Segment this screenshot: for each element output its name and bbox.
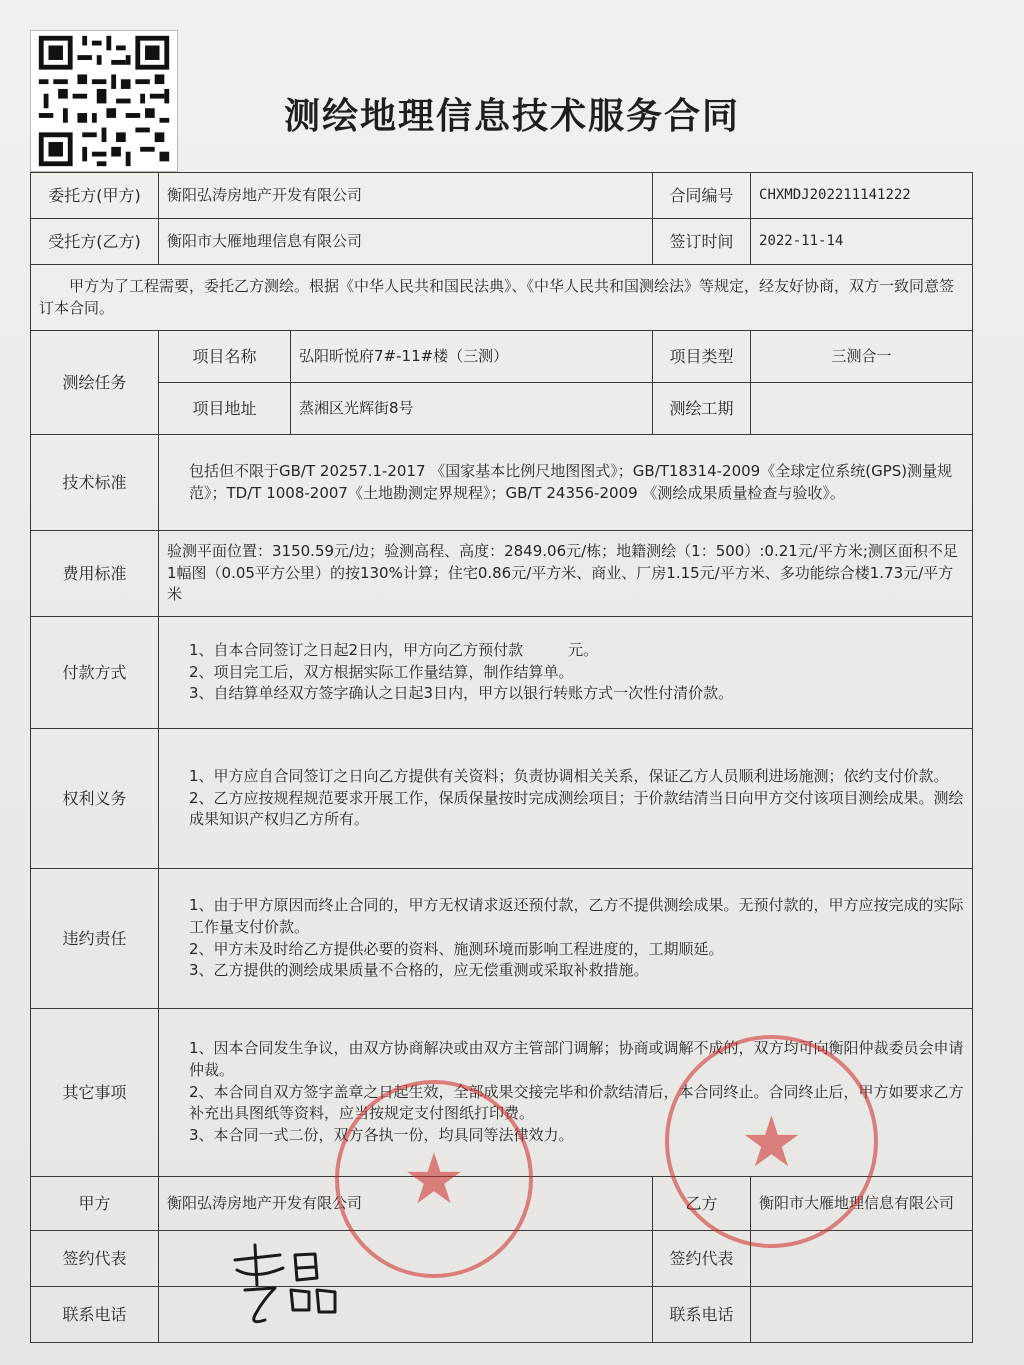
fee-text: 验测平面位置：3150.59元/边；验测高程、高度：2849.06元/栋；地籍测绘（1：500）:0.21元/平方米;测区面积不足1幅图（0.05平方公里）的按130%计算；住宅0.86元/平方米、商业、厂房1.15元/平方米、多功能综合楼1.73元/平方米 bbox=[159, 531, 973, 617]
seal-star-icon: ★ bbox=[740, 1100, 803, 1183]
table-row bbox=[31, 383, 973, 435]
table-row bbox=[31, 1287, 973, 1343]
list-item: 1、自本合同签订之日起2日内，甲方向乙方预付款 元。 bbox=[189, 640, 599, 659]
table-row bbox=[31, 617, 973, 729]
table-row bbox=[31, 219, 973, 265]
sign-a-label: 甲方 bbox=[31, 1177, 159, 1231]
breach-label: 违约责任 bbox=[31, 869, 159, 1009]
table-row bbox=[31, 265, 973, 331]
other-label: 其它事项 bbox=[31, 1009, 159, 1177]
contract-no-label: 合同编号 bbox=[653, 173, 751, 219]
list-item: 1、甲方应自合同签订之日向乙方提供有关资料；负责协调相关关系，保证乙方人员顺利进场施测；依约支付价款。 bbox=[189, 766, 949, 785]
list-item: 3、本合同一式二份，双方各执一份，均具同等法律效力。 bbox=[189, 1126, 574, 1145]
rights-label: 权利义务 bbox=[31, 729, 159, 869]
contract-no-value: CHXMDJ202211141222 bbox=[751, 173, 973, 219]
party-a-value: 衡阳弘涛房地产开发有限公司 bbox=[159, 173, 653, 219]
rep-a-label: 签约代表 bbox=[31, 1231, 159, 1287]
sign-b-label: 乙方 bbox=[653, 1177, 751, 1231]
phone-a-label: 联系电话 bbox=[31, 1287, 159, 1343]
table-row bbox=[31, 531, 973, 617]
other-list bbox=[159, 1009, 973, 1177]
party-b-value: 衡阳市大雁地理信息有限公司 bbox=[159, 219, 653, 265]
phone-b-label: 联系电话 bbox=[653, 1287, 751, 1343]
list-item: 2、甲方未及时给乙方提供必要的资料、施测环境而影响工程进度的，工期顺延。 bbox=[189, 939, 724, 958]
signature-image bbox=[225, 1240, 355, 1330]
project-addr-value: 蒸湘区光辉街8号 bbox=[291, 383, 653, 435]
sign-date-label: 签订时间 bbox=[653, 219, 751, 265]
breach-list bbox=[159, 869, 973, 1009]
contract-table bbox=[30, 172, 973, 1343]
sign-date-value: 2022-11-14 bbox=[751, 219, 973, 265]
list-item: 3、自结算单经双方签字确认之日起3日内，甲方以银行转账方式一次性付清价款。 bbox=[189, 684, 734, 703]
table-row bbox=[31, 869, 973, 1009]
seal-star-icon: ★ bbox=[402, 1138, 466, 1220]
list-item: 1、因本合同发生争议，由双方协商解决或由双方主管部门调解；协商或调解不成的，双方均可向衡阳仲裁委员会申请仲裁。 bbox=[189, 1039, 964, 1079]
project-period-value bbox=[751, 383, 973, 435]
project-name-value: 弘阳昕悦府7#-11#楼（三测） bbox=[291, 331, 653, 383]
project-type-label: 项目类型 bbox=[653, 331, 751, 383]
list-item: 1、由于甲方原因而终止合同的，甲方无权请求返还预付款，乙方不提供测绘成果。无预付款的，甲方应按完成的实际工作量支付价款。 bbox=[189, 896, 964, 936]
project-period-label: 测绘工期 bbox=[653, 383, 751, 435]
table-row bbox=[31, 435, 973, 531]
document-title: 测绘地理信息技术服务合同 bbox=[283, 96, 740, 137]
project-name-label: 项目名称 bbox=[159, 331, 291, 383]
payment-list bbox=[159, 617, 973, 729]
table-row bbox=[31, 1177, 973, 1231]
sign-b-value: 衡阳市大雁地理信息有限公司 bbox=[751, 1177, 973, 1231]
payment-label: 付款方式 bbox=[31, 617, 159, 729]
project-type-value: 三测合一 bbox=[751, 331, 973, 383]
fee-label: 费用标准 bbox=[31, 531, 159, 617]
list-item: 2、项目完工后，双方根据实际工作量结算，制作结算单。 bbox=[189, 662, 574, 681]
tech-label: 技术标准 bbox=[31, 435, 159, 531]
table-row bbox=[31, 173, 973, 219]
project-addr-label: 项目地址 bbox=[159, 383, 291, 435]
rep-b-value bbox=[751, 1231, 973, 1287]
list-item: 3、乙方提供的测绘成果质量不合格的，应无偿重测或采取补救措施。 bbox=[189, 961, 649, 980]
table-row bbox=[31, 1231, 973, 1287]
rights-list bbox=[159, 729, 973, 869]
phone-b-value bbox=[751, 1287, 973, 1343]
list-item: 2、乙方应按规程规范要求开展工作，保质保量按时完成测绘项目；于价款结清当日向甲方交付该项目测绘成果。测绘成果知识产权归乙方所有。 bbox=[189, 788, 964, 829]
rep-b-label: 签约代表 bbox=[653, 1231, 751, 1287]
table-row bbox=[31, 729, 973, 869]
table-row bbox=[31, 1009, 973, 1177]
list-item: 2、本合同自双方签字盖章之日起生效，全部成果交接完毕和价款结清后，本合同终止。合同终止后，甲方如要求乙方补充出具图纸等资料，应当按规定支付图纸打印费。 bbox=[189, 1082, 964, 1123]
table-row bbox=[31, 331, 973, 383]
tech-text: 包括但不限于GB/T 20257.1-2017 《国家基本比例尺地图图式》；GB/T18314-2009《全球定位系统(GPS)测量规范》；TD/T 1008-2007《土地勘测定界规程》；GB/T 24356-2009 《测绘成果质量检查与验收》。 bbox=[159, 435, 973, 531]
sign-a-value: 衡阳弘涛房地产开发有限公司 bbox=[159, 1177, 653, 1231]
party-a-label: 委托方(甲方) bbox=[31, 173, 159, 219]
preamble-text: 甲方为了工程需要，委托乙方测绘。根据《中华人民共和国民法典》、《中华人民共和国测绘法》等规定，经友好协商，双方一致同意签订本合同。 bbox=[31, 265, 973, 331]
task-label: 测绘任务 bbox=[31, 331, 159, 435]
party-b-label: 受托方(乙方) bbox=[31, 219, 159, 265]
